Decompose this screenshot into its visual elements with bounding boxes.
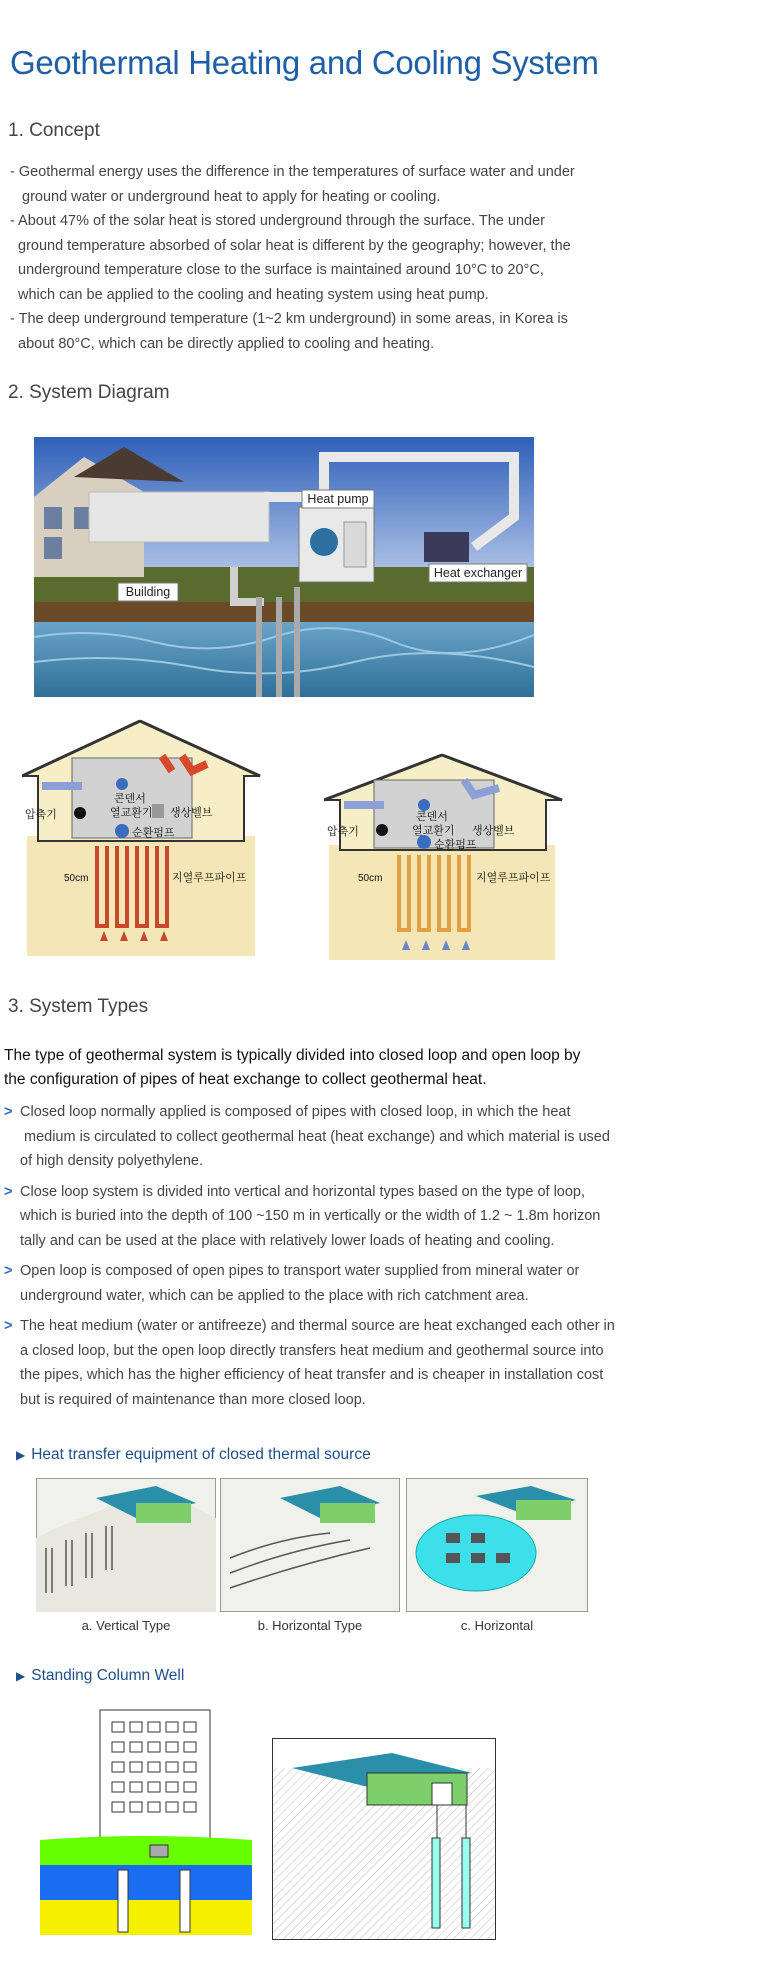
list-item: [4, 1100, 634, 1174]
diagram-heading: 2. System Diagram: [8, 382, 170, 403]
concept-line: - About 47% of the solar heat is stored underground through the surface. The under: [10, 213, 545, 229]
label-heat-exchanger-kr: 열교환기: [110, 807, 153, 819]
types-intro-line: The type of geothermal system is typically divided into closed loop and open loop by: [4, 1047, 581, 1064]
label-compressor: 압축기: [327, 826, 359, 838]
horizontal-pond-image: [406, 1478, 588, 1612]
bullet-line: The heat medium (water or antifreeze) and thermal source are heat exchanged each other in: [20, 1318, 615, 1334]
standing-heading-text: Standing Column Well: [31, 1667, 185, 1684]
label-circulation-pump: 순환펌프: [434, 839, 477, 851]
bullet-marker: >: [4, 1183, 13, 1200]
label-heat-exchanger: Heat exchanger: [433, 566, 523, 580]
horizontal-type-image: [220, 1478, 400, 1612]
label-building: Building: [125, 585, 171, 599]
standing-column-building-image: [40, 1700, 252, 1935]
concept-line: which can be applied to the cooling and heating system using heat pump.: [18, 286, 489, 303]
bullet-line: Open loop is composed of open pipes to transport water supplied from mineral water or: [20, 1263, 580, 1279]
closed-source-heading-text: Heat transfer equipment of closed thermal source: [31, 1446, 371, 1463]
bullet-line: Closed loop normally applied is composed of pipes with closed loop, in which the heat: [20, 1104, 571, 1120]
label-depth: 50cm: [358, 873, 383, 884]
concept-line: about 80°C, which can be directly applied to cooling and heating.: [18, 335, 435, 352]
label-heat-pump: Heat pump: [307, 492, 369, 506]
bullet-line: Close loop system is divided into vertical and horizontal types based on the type of loop,: [20, 1183, 586, 1200]
bullet-line: of high density polyethylene.: [20, 1153, 203, 1169]
page-title: Geothermal Heating and Cooling System: [10, 44, 599, 81]
bullet-marker: >: [4, 1104, 13, 1120]
label-circulation-pump: 순환펌프: [132, 827, 175, 839]
caption-horizontal: c. Horizontal: [460, 1618, 534, 1633]
bullet-line: tally and can be used at the place with relatively lower loads of heating and cooling.: [20, 1232, 555, 1249]
system-diagram-photo: [34, 437, 534, 697]
triangle-icon: ▶: [16, 1669, 26, 1683]
bullet-line: a closed loop, but the open loop directly transfers heat medium and geothermal source into: [20, 1342, 604, 1359]
label-condenser: 콘덴서: [416, 811, 448, 823]
label-loop-pipe: 지열루프파이프: [172, 872, 247, 884]
label-expansion-valve: 생상벨브: [472, 825, 515, 837]
caption-horizontal-type: b. Horizontal Type: [257, 1618, 363, 1633]
standing-heading: [16, 1667, 184, 1685]
bullet-line: medium is circulated to collect geothermal heat (heat exchange) and which material is used: [24, 1128, 610, 1145]
bullet-line: which is buried into the depth of 100 ~150 m in vertically or the width of 1.2 ~ 1.8m horizon: [20, 1208, 601, 1224]
cooling-mode-diagram: [324, 750, 564, 960]
label-heat-exchanger-kr: 열교환기: [412, 825, 455, 837]
types-heading: 3. System Types: [8, 996, 149, 1017]
list-item: [4, 1180, 634, 1254]
vertical-type-image: [36, 1478, 216, 1612]
bullet-marker: >: [4, 1263, 13, 1279]
types-intro: [4, 1044, 624, 1092]
label-compressor: 압축기: [25, 809, 57, 821]
heating-mode-diagram: [22, 716, 262, 956]
label-loop-pipe: 지열루프파이프: [476, 872, 551, 884]
types-intro-line: the configuration of pipes of heat exchange to collect geothermal heat.: [4, 1071, 487, 1088]
concept-line: - Geothermal energy uses the difference in the temperatures of surface water and under: [10, 164, 575, 180]
bullet-marker: >: [4, 1318, 13, 1334]
types-bullets: [4, 1100, 634, 1418]
bullet-line: but is required of maintenance than more closed loop.: [20, 1391, 366, 1408]
concept-line: ground water or underground heat to apply for heating or cooling.: [22, 188, 441, 205]
label-expansion-valve: 생상벨브: [170, 807, 213, 819]
bullet-line: the pipes, which has the higher efficiency of heat transfer and is cheaper in installation cost: [20, 1367, 604, 1383]
concept-line: underground temperature close to the surface is maintained around 10°C to 20°C,: [18, 262, 544, 278]
list-item: [4, 1314, 634, 1412]
concept-text: [10, 160, 610, 356]
label-condenser: 콘덴서: [114, 793, 146, 805]
list-item: [4, 1259, 634, 1308]
concept-line: ground temperature absorbed of solar heat is different by the geography; however, the: [18, 237, 571, 254]
triangle-icon: ▶: [16, 1448, 26, 1462]
closed-source-heading: [16, 1446, 371, 1464]
standing-column-house-image: [272, 1738, 496, 1940]
concept-line: - The deep underground temperature (1~2 km underground) in some areas, in Korea is: [10, 311, 568, 327]
concept-heading: 1. Concept: [8, 120, 100, 141]
bullet-line: underground water, which can be applied to the place with rich catchment area.: [20, 1287, 529, 1304]
label-depth: 50cm: [64, 873, 89, 884]
caption-vertical: a. Vertical Type: [81, 1618, 171, 1633]
